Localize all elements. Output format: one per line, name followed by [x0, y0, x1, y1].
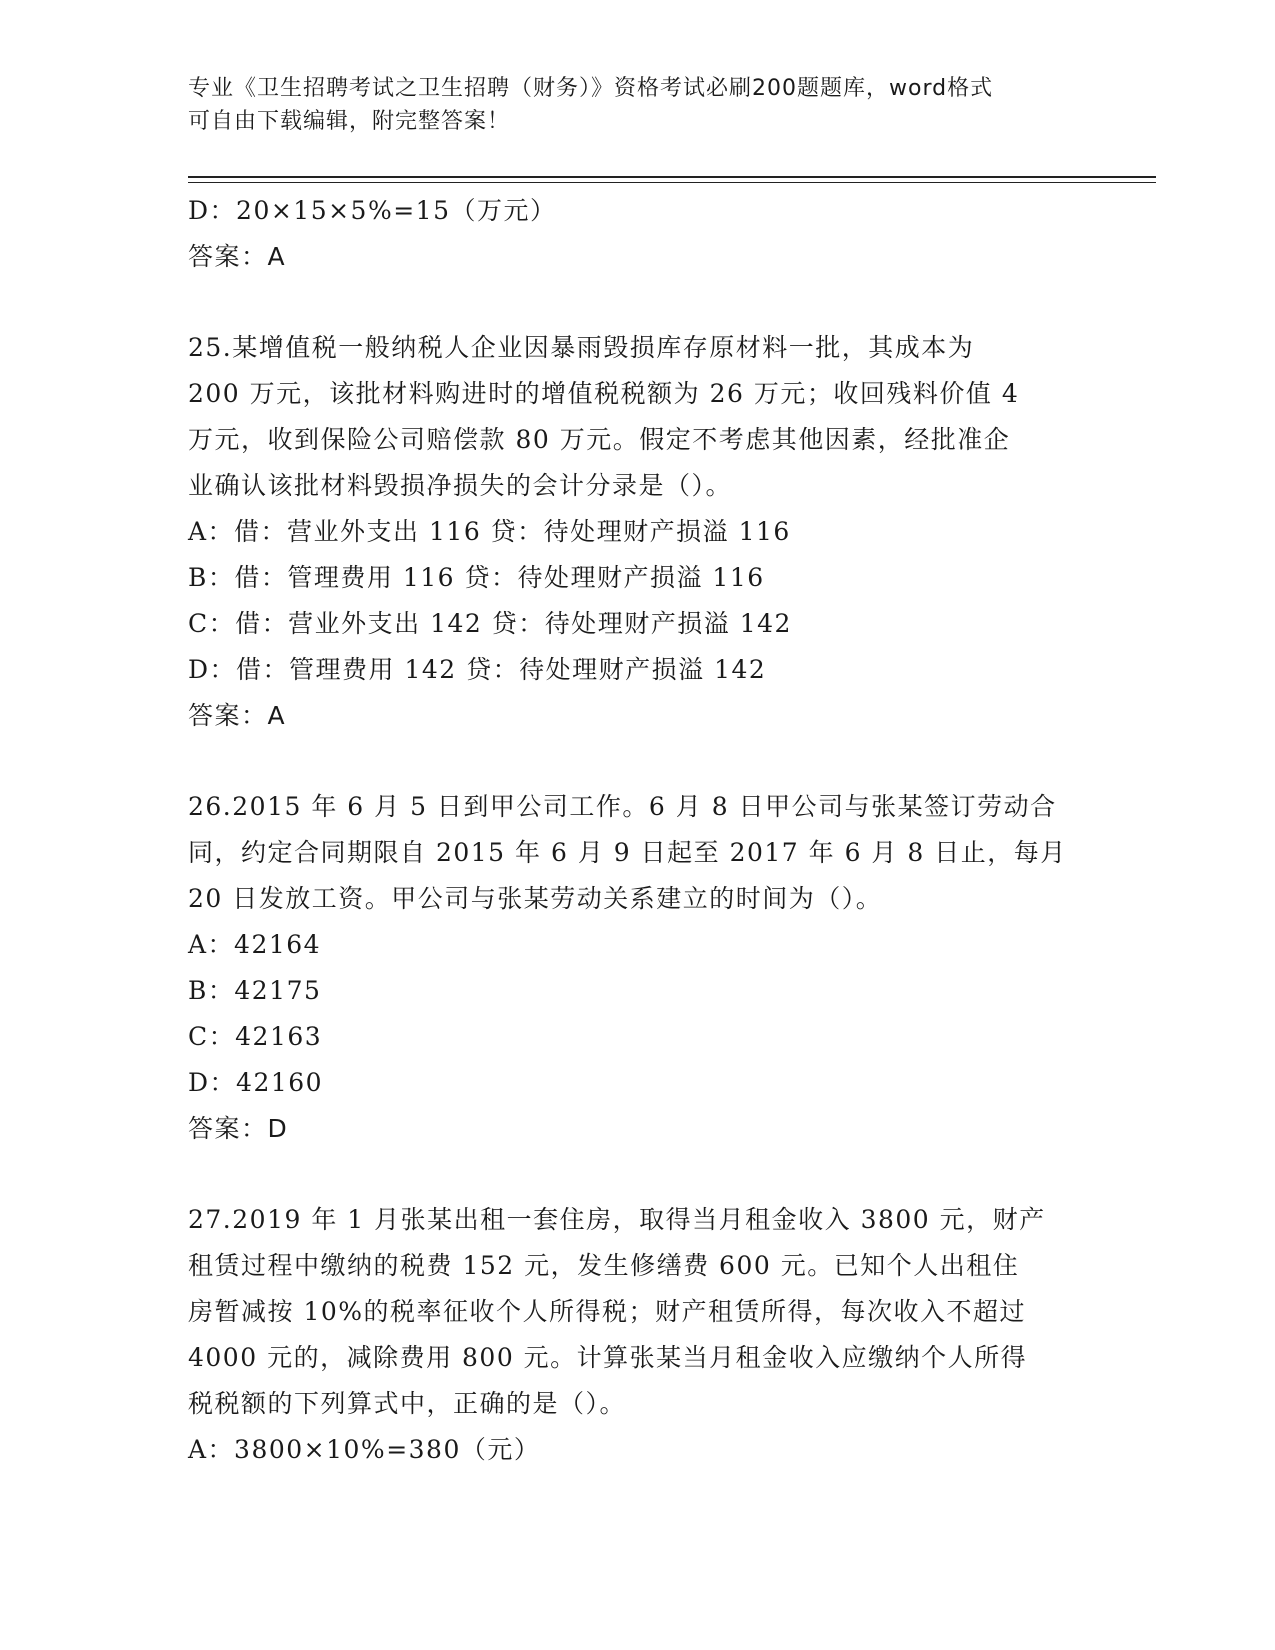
question-25-stem-line: 万元，收到保险公司赔偿款 80 万元。假定不考虑其他因素，经批准企: [188, 425, 1011, 454]
prev-question-answer: 答案：A: [188, 242, 287, 271]
question-26-answer: 答案：D: [188, 1114, 289, 1143]
question-26-option-c: C：42163: [188, 1022, 323, 1051]
question-26: [188, 784, 1088, 1152]
header-divider-thick: [188, 176, 1156, 178]
question-27: [188, 1197, 1088, 1473]
question-25-stem-line: 业确认该批材料毁损净损失的会计分录是（）。: [188, 471, 733, 500]
question-25: [188, 325, 1088, 739]
question-25-stem-line: 200 万元，该批材料购进时的增值税税额为 26 万元；收回残料价值 4: [188, 379, 1020, 408]
question-27-stem-line: 27.2019 年 1 月张某出租一套住房，取得当月租金收入 3800 元，财产: [188, 1205, 1046, 1234]
question-25-option-d: D：借：管理费用 142 贷：待处理财产损溢 142: [188, 655, 767, 684]
question-26-stem-line: 26.2015 年 6 月 5 日到甲公司工作。6 月 8 日甲公司与张某签订劳动合: [188, 792, 1057, 821]
document-body: [188, 188, 1088, 1473]
document-header: [188, 72, 1078, 138]
question-25-option-c: C：借：营业外支出 142 贷：待处理财产损溢 142: [188, 609, 792, 638]
prev-question-option-d: D：20×15×5%=15（万元）: [188, 196, 557, 225]
question-26-option-b: B：42175: [188, 976, 322, 1005]
spacer: [188, 1152, 1088, 1197]
question-25-stem-line: 25.某增值税一般纳税人企业因暴雨毁损库存原材料一批，其成本为: [188, 333, 975, 362]
question-26-stem-line: 20 日发放工资。甲公司与张某劳动关系建立的时间为（）。: [188, 884, 883, 913]
spacer: [188, 280, 1088, 325]
question-25-option-b: B：借：管理费用 116 贷：待处理财产损溢 116: [188, 563, 765, 592]
question-25-answer: 答案：A: [188, 701, 287, 730]
spacer: [188, 739, 1088, 784]
header-title-line-2: 可自由下载编辑，附完整答案！: [188, 109, 511, 134]
question-25-option-a: A：借：营业外支出 116 贷：待处理财产损溢 116: [188, 517, 791, 546]
question-27-stem-line: 房暂减按 10%的税率征收个人所得税；财产租赁所得，每次收入不超过: [188, 1297, 1027, 1326]
question-26-stem-line: 同，约定合同期限自 2015 年 6 月 9 日起至 2017 年 6 月 8 日止，每月: [188, 838, 1067, 867]
question-26-option-a: A：42164: [188, 930, 322, 959]
question-27-option-a: A：3800×10%=380（元）: [188, 1435, 541, 1464]
question-27-stem-line: 税税额的下列算式中，正确的是（）。: [188, 1389, 627, 1418]
question-27-stem-line: 4000 元的，减除费用 800 元。计算张某当月租金收入应缴纳个人所得: [188, 1343, 1028, 1372]
question-27-stem-line: 租赁过程中缴纳的税费 152 元，发生修缮费 600 元。已知个人出租住: [188, 1251, 1020, 1280]
header-divider-thin: [188, 182, 1156, 183]
question-26-option-d: D：42160: [188, 1068, 324, 1097]
header-title-line-1: 专业《卫生招聘考试之卫生招聘（财务）》资格考试必刷200题题库，word格式: [188, 76, 994, 101]
